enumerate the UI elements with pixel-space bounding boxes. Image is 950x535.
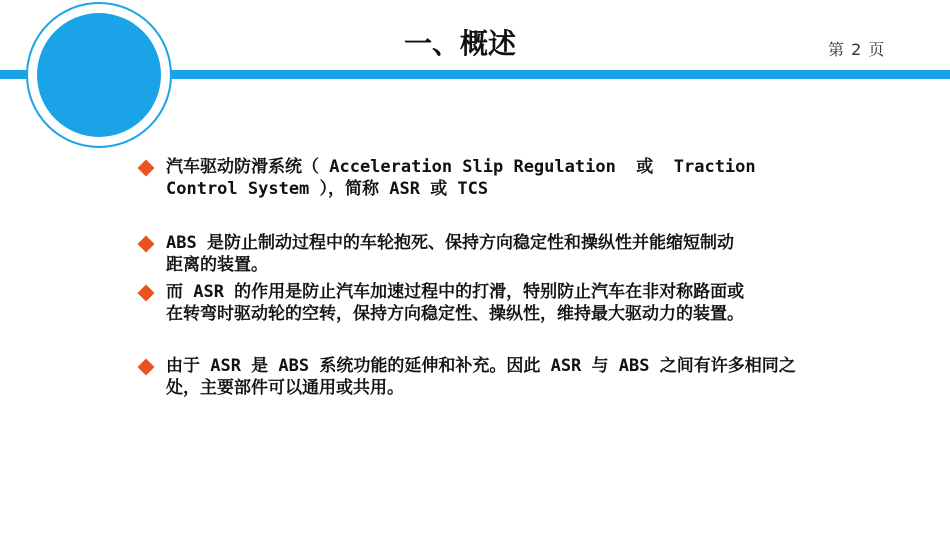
diamond-bullet-icon [138,359,155,376]
slide-title: 一、概述 [403,27,516,60]
diamond-bullet-icon [138,285,155,302]
bullet-item [140,232,900,276]
diamond-bullet-icon [138,160,155,177]
bullet-text: ABS 是防止制动过程中的车轮抱死、保持方向稳定性和操纵性并能缩短制动 距离的装置。 [166,233,734,275]
bullet-item [140,281,900,325]
diamond-bullet-icon [138,236,155,253]
decorative-circle [37,13,161,137]
page-number: 第 2 页 [828,40,886,59]
bullet-text: 汽车驱动防滑系统（ Acceleration Slip Regulation 或 Traction Control System ），简称 ASR 或 TCS [166,157,756,199]
bullet-item [140,355,900,399]
bullet-text: 而 ASR 的作用是防止汽车加速过程中的打滑，特别防止汽车在非对称路面或 在转弯时驱动轮的空转，保持方向稳定性、操纵性，维持最大驱动力的装置。 [166,282,745,324]
bullet-text: 由于 ASR 是 ABS 系统功能的延伸和补充。因此 ASR 与 ABS 之间有许多相同之 处，主要部件可以通用或共用。 [166,356,796,398]
bullet-item [140,156,900,200]
